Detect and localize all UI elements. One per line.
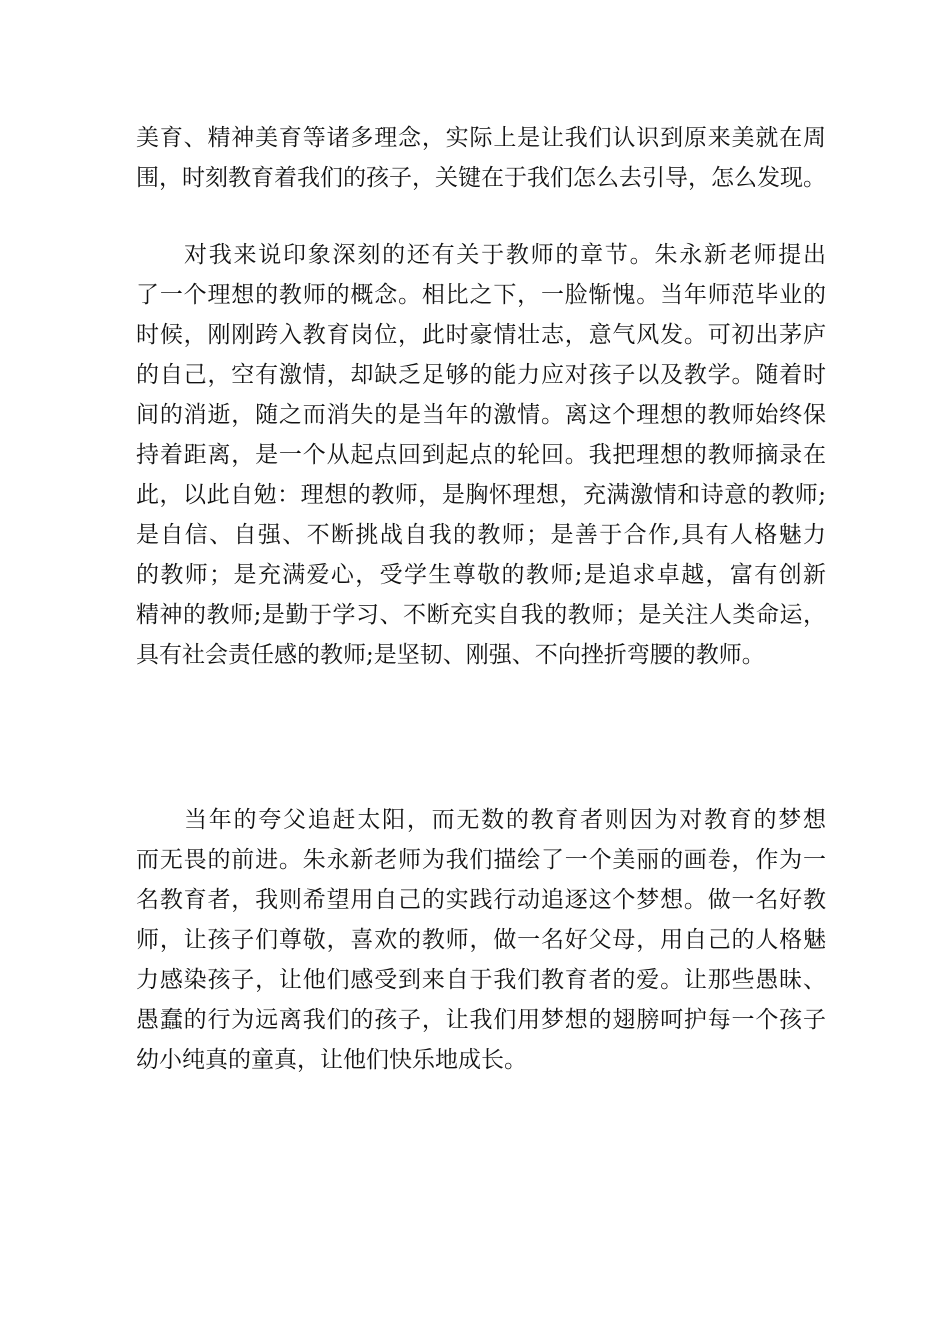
text-line: 美育、精神美育等诸多理念，实际上是让我们认识到原来美就在周: [136, 125, 826, 151]
text-line: 的自己，空有激情，却缺乏足够的能力应对孩子以及教学。随着时: [136, 362, 826, 388]
paragraph-1: [136, 118, 826, 198]
text-line: 了一个理想的教师的概念。相比之下，一脸惭愧。当年师范毕业的: [136, 282, 826, 308]
text-line: 此，以此自勉：理想的教师，是胸怀理想，充满激情和诗意的教师;: [136, 482, 826, 508]
text-line: 师，让孩子们尊敬，喜欢的教师，做一名好父母，用自己的人格魅: [136, 927, 826, 953]
text-line: 当年的夸父追赶太阳，而无数的教育者则因为对教育的梦想: [184, 807, 826, 833]
text-line: 是自信、自强、不断挑战自我的教师；是善于合作,具有人格魅力: [136, 522, 826, 548]
paragraph-3: [136, 800, 826, 1080]
text-line: 持着距离，是一个从起点回到起点的轮回。我把理想的教师摘录在: [136, 442, 826, 468]
text-line: 围，时刻教育着我们的孩子，关键在于我们怎么去引导，怎么发现。: [136, 165, 826, 191]
text-line: 幼小纯真的童真，让他们快乐地成长。: [136, 1047, 527, 1073]
text-line: 力感染孩子，让他们感受到来自于我们教育者的爱。让那些愚昧、: [136, 967, 826, 993]
text-line: 名教育者，我则希望用自己的实践行动追逐这个梦想。做一名好教: [136, 887, 826, 913]
text-line: 具有社会责任感的教师;是坚韧、刚强、不向挫折弯腰的教师。: [136, 642, 765, 668]
paragraph-2: [136, 235, 826, 675]
text-line: 精神的教师;是勤于学习、不断充实自我的教师；是关注人类命运，: [136, 602, 826, 628]
text-line: 间的消逝，随之而消失的是当年的激情。离这个理想的教师始终保: [136, 402, 826, 428]
text-line: 时候，刚刚跨入教育岗位，此时豪情壮志，意气风发。可初出茅庐: [136, 322, 826, 348]
text-line: 对我来说印象深刻的还有关于教师的章节。朱永新老师提出: [184, 242, 826, 268]
text-line: 而无畏的前进。朱永新老师为我们描绘了一个美丽的画卷，作为一: [136, 847, 826, 873]
text-line: 愚蠢的行为远离我们的孩子，让我们用梦想的翅膀呵护每一个孩子: [136, 1007, 826, 1033]
text-line: 的教师；是充满爱心，受学生尊敬的教师;是追求卓越，富有创新: [136, 562, 826, 588]
